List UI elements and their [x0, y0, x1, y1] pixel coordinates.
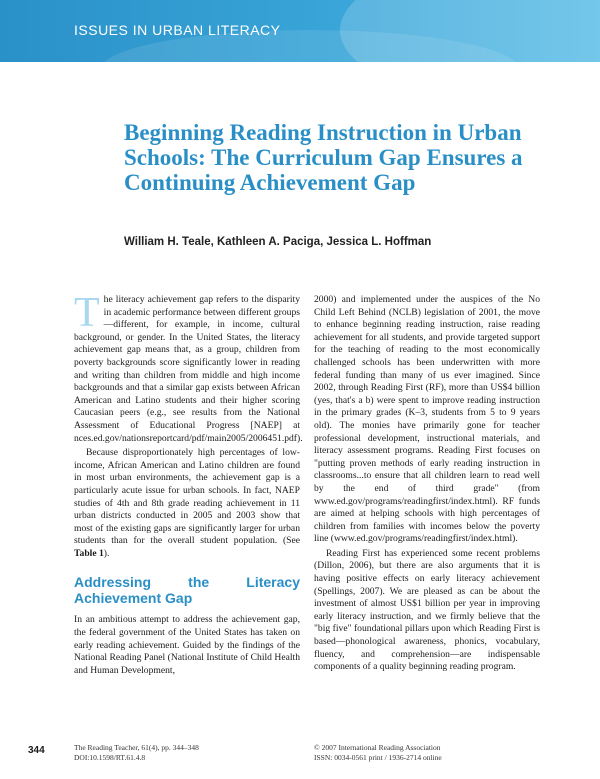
paragraph: In an ambitious attempt to address the achievement gap, the federal government of the United States has taken on early reading achievement. Guided by the findings of the National Reading Panel (National Institute of Child Health and Human Development, — [74, 614, 300, 676]
footer-journal: The Reading Teacher, 61(4), pp. 344–348 — [74, 743, 199, 752]
footer-issn: ISSN: 0034-0561 print / 1936-2714 online — [314, 753, 442, 762]
drop-cap: T — [74, 290, 100, 336]
paragraph-text: ). — [103, 547, 110, 559]
footer-copyright-line: © 2007 International Reading Association — [314, 743, 441, 752]
section-label: ISSUES IN URBAN LITERACY — [74, 22, 281, 38]
text-column-right — [314, 294, 540, 676]
article-authors: William H. Teale, Kathleen A. Paciga, Jessica L. Hoffman — [124, 236, 432, 248]
paragraph — [74, 447, 300, 560]
section-heading: Addressing the Literacy Achievement Gap — [74, 574, 300, 607]
page-number: 344 — [28, 745, 45, 756]
paragraph-text: he literacy achievement gap refers to the disparity in academic performance between different groups—different, for example, in income, cultural background, or gender. In the United States, the literacy achievement gap means that, as a group, children from poverty backgrounds score significantly lower in reading and writing than children from middle and high income backgrounds and that a similar gap exists between African American and Latino students and their higher scoring Caucasian peers (e.g., see results from the National Assessment of Educational Progress [NAEP] at nces.ed.gov/nationsreportcard/pdf/main2005/2006451.pdf). — [74, 294, 303, 444]
footer-doi: DOI:10.1598/RT.61.4.8 — [74, 753, 146, 762]
header-banner — [0, 0, 600, 62]
text-column-left — [74, 290, 303, 679]
footer-copyright — [314, 743, 442, 763]
paragraph: Reading First has experienced some recent problems (Dillon, 2006), but there are also arguments that it is having positive effects on early literacy achievement (Spellings, 2007). We are pleased as can be about the investment of almost US$1 billion per year in improving early literacy instruction, and we firmly believe that the "big five" foundational pillars upon which Reading First is based—phonological awareness, phonics, vocabulary, fluency, and comprehension—are indispensable components of a quality beginning reading program. — [314, 547, 540, 673]
footer-citation — [74, 743, 199, 763]
table-reference-link[interactable]: Table 1 — [74, 547, 104, 559]
paragraph — [74, 290, 303, 445]
paragraph: 2000) and implemented under the auspices of the No Child Left Behind (NCLB) legislation of 2001, the move to enhance beginning reading instruction, raise reading achievement for all students, and provide targeted support for the teaching of reading to the most economically challenged schools has been underwritten with more federal funding than many of us ever imagined. Since 2002, through Reading First (RF), more than US$4 billion (yes, that's a b) were spent to improve reading instruction in the primary grades (K–3, students from 5 to 9 years old). The monies have primarily gone for teacher professional development, instructional materials, and literacy assessment programs. Reading First focuses on "putting proven methods of early reading instruction in classrooms...to ensure that all children learn to read well by the end of third grade" (from www.ed.gov/programs/readingfirst/index.html). RF funds are aimed at helping schools with high percentages of children from families with incomes below the poverty line (www.ed.gov/programs/readingfirst/index.html). — [314, 294, 540, 545]
article-title: Beginning Reading Instruction in Urban Schools: The Curriculum Gap Ensures a Continuing Achievement Gap — [124, 120, 523, 195]
paragraph-text: Because disproportionately high percentages of low-income, African American and Latino children are found in most urban environments, the achievement gap is a particularly acute issue for urban schools. In fact, NAEP studies of 4th and 8th grade reading achievement in 11 urban districts conducted in 2005 and 2003 show that most of the existing gaps are significantly larger for urban students than for the overall student population. (See — [74, 447, 300, 547]
